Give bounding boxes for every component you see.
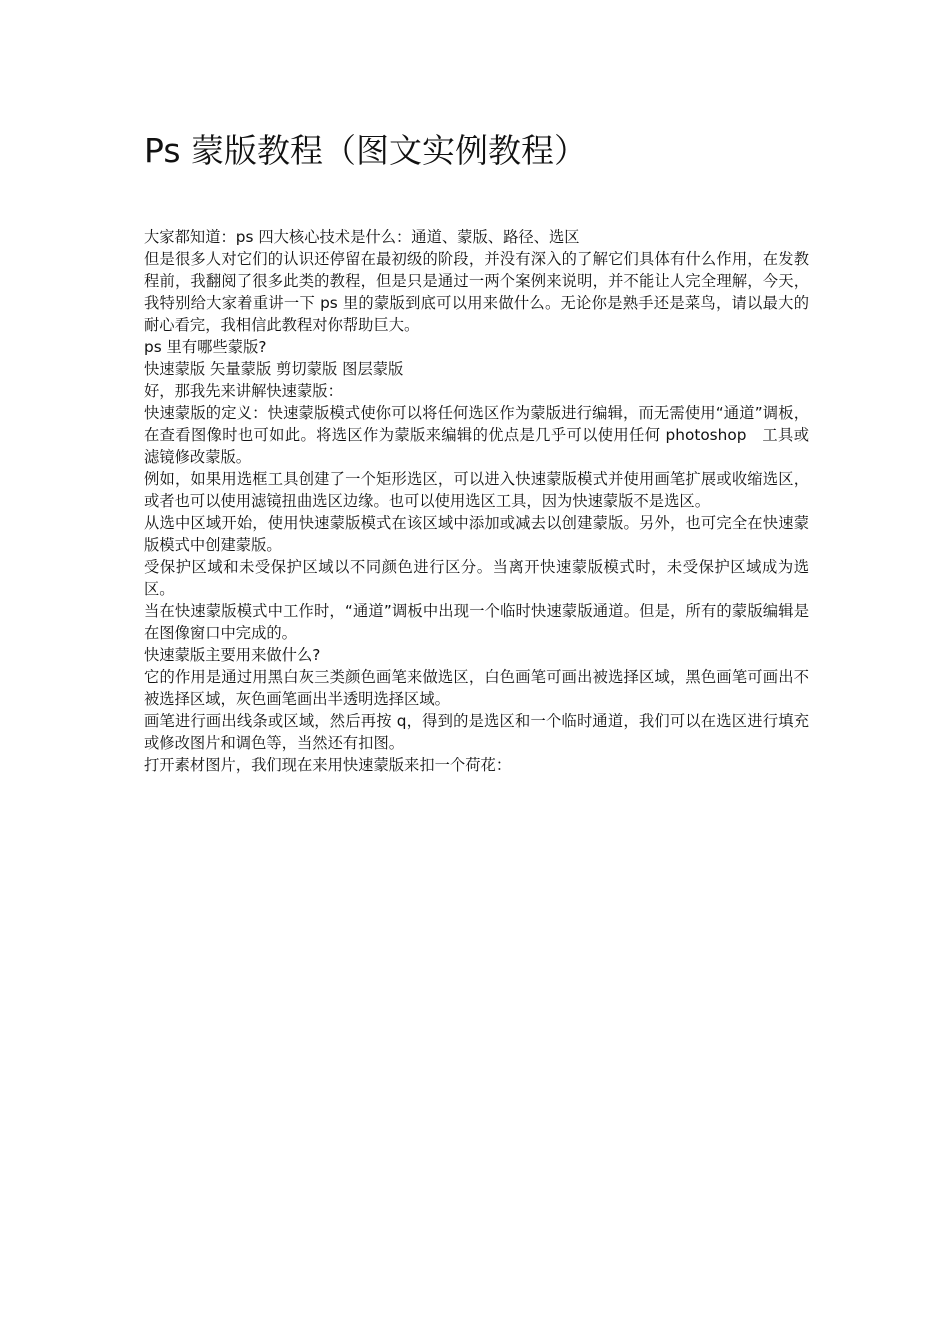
paragraph-quick-mask-intro: 好，那我先来讲解快速蒙版： — [144, 382, 343, 400]
document-page — [144, 128, 809, 776]
paragraph-protected-areas: 受保护区域和未受保护区域以不同颜色进行区分。当离开快速蒙版模式时，未受保护区域成为选区。 — [144, 558, 809, 598]
paragraph-brush-colors: 它的作用是通过用黑白灰三类颜色画笔来做选区，白色画笔可画出被选择区域，黑色画笔可画出不被选择区域，灰色画笔画出半透明选择区域。 — [144, 668, 809, 708]
paragraph-background: 但是很多人对它们的认识还停留在最初级的阶段，并没有深入的了解它们具体有什么作用，在发教程前，我翻阅了很多此类的教程，但是只是通过一两个案例来说明，并不能让人完全理解，今天，我特别给大家着重讲一下 ps 里的蒙版到底可以用来做什么。无论你是熟手还是菜鸟，请以最大的耐心看完，我相信此教程对你帮助巨大。 — [144, 250, 809, 334]
paragraph-start-selection: 从选中区域开始，使用快速蒙版模式在该区域中添加或减去以创建蒙版。另外，也可完全在快速蒙版模式中创建蒙版。 — [144, 514, 809, 554]
paragraph-question-usage: 快速蒙版主要用来做什么? — [144, 646, 321, 664]
paragraph-intro: 大家都知道：ps 四大核心技术是什么：通道、蒙版、路径、选区 — [144, 228, 580, 246]
paragraph-example: 例如，如果用选框工具创建了一个矩形选区，可以进入快速蒙版模式并使用画笔扩展或收缩选区，或者也可以使用滤镜扭曲选区边缘。也可以使用选区工具，因为快速蒙版不是选区。 — [144, 470, 809, 510]
paragraph-mask-types-list: 快速蒙版 矢量蒙版 剪切蒙版 图层蒙版 — [144, 360, 404, 378]
paragraph-press-q: 画笔进行画出线条或区域，然后再按 q，得到的是选区和一个临时通道，我们可以在选区进行填充或修改图片和调色等，当然还有扣图。 — [144, 712, 809, 752]
paragraph-quick-mask-definition: 快速蒙版的定义：快速蒙版模式使你可以将任何选区作为蒙版进行编辑，而无需使用“通道”调板，在查看图像时也可如此。将选区作为蒙版来编辑的优点是几乎可以使用任何 photoshop 工具或滤镜修改蒙版。 — [144, 404, 809, 466]
paragraph-question-mask-types: ps 里有哪些蒙版? — [144, 338, 267, 356]
document-title: Ps 蒙版教程（图文实例教程） — [144, 131, 588, 170]
paragraph-open-image: 打开素材图片，我们现在来用快速蒙版来扣一个荷花： — [144, 756, 512, 774]
paragraph-temporary-channel: 当在快速蒙版模式中工作时，“通道”调板中出现一个临时快速蒙版通道。但是，所有的蒙版编辑是在图像窗口中完成的。 — [144, 602, 809, 642]
